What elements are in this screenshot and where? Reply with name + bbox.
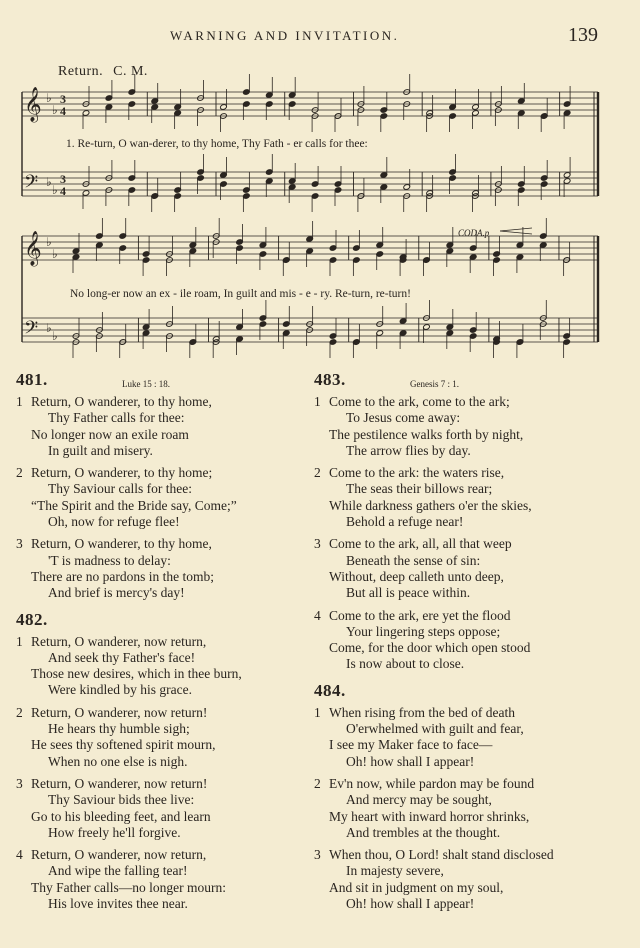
line-text: Go to his bleeding feet, and learn bbox=[31, 808, 211, 824]
stanza-line bbox=[16, 682, 306, 698]
stanza bbox=[16, 465, 306, 530]
stanza-number: 3 bbox=[16, 775, 23, 791]
stanza-line bbox=[16, 410, 306, 426]
line-text: Thy Saviour calls for thee: bbox=[48, 481, 192, 497]
line-text: When thou, O Lord! shalt stand disclosed bbox=[329, 847, 554, 863]
line-text: Return, O wanderer, now return, bbox=[31, 847, 207, 863]
tune-meter: C. M. bbox=[113, 64, 148, 79]
stanza bbox=[314, 847, 614, 912]
line-text: In guilt and misery. bbox=[48, 442, 153, 458]
stanza-number: 3 bbox=[314, 536, 321, 552]
line-text: And trembles at the thought. bbox=[346, 824, 501, 840]
stanza bbox=[314, 776, 614, 841]
flat-sign: ♭ bbox=[46, 175, 52, 189]
line-text: He sees thy softened spirit mourn, bbox=[31, 737, 216, 753]
hymn-483 bbox=[314, 394, 614, 673]
line-text: And brief is mercy's day! bbox=[48, 585, 185, 601]
stanza-line bbox=[16, 880, 306, 896]
stanza-line bbox=[16, 465, 306, 481]
stanza-number: 4 bbox=[16, 847, 23, 863]
line-text: Thy Father calls for thee: bbox=[48, 410, 185, 426]
stanza-line bbox=[314, 640, 614, 656]
stanza-line bbox=[314, 705, 614, 721]
stanza-line bbox=[314, 825, 614, 841]
stanza bbox=[16, 394, 306, 459]
line-text: He hears thy humble sigh; bbox=[48, 721, 190, 737]
hymn-484-heading bbox=[314, 680, 614, 705]
line-text: And mercy may be sought, bbox=[346, 792, 492, 808]
stanza-line bbox=[314, 754, 614, 770]
line-text: Come to the ark, come to the ark; bbox=[329, 394, 510, 409]
line-text: The pestilence walks forth by night, bbox=[329, 426, 524, 442]
stanza-line bbox=[16, 809, 306, 825]
stanza-line bbox=[314, 553, 614, 569]
flat-sign: ♭ bbox=[46, 235, 52, 249]
line-text: Without, deep calleth unto deep, bbox=[329, 568, 504, 584]
line-text: Return, O wanderer, to thy home, bbox=[31, 394, 212, 409]
stanza-number: 1 bbox=[314, 394, 321, 409]
treble-clef: 𝄞 bbox=[24, 87, 42, 122]
flat-sign: ♭ bbox=[46, 91, 52, 105]
stanza-line bbox=[16, 514, 306, 530]
stanza-line bbox=[16, 394, 306, 410]
page-title: WARNING AND INVITATION. bbox=[170, 28, 400, 43]
hymn-number: 482. bbox=[16, 609, 48, 629]
stanza-line bbox=[314, 410, 614, 426]
line-text: And wipe the falling tear! bbox=[48, 863, 188, 879]
stanza-line bbox=[16, 569, 306, 585]
hymn-number: 484. bbox=[314, 680, 346, 700]
line-text: To Jesus come away: bbox=[346, 410, 461, 426]
line-text: “The Spirit and the Bride say, Come;” bbox=[31, 497, 237, 513]
stanza-line bbox=[314, 776, 614, 792]
line-text: And sit in judgment on my soul, bbox=[329, 879, 504, 895]
stanza-number: 3 bbox=[16, 536, 23, 552]
stanza-line bbox=[314, 737, 614, 753]
score-lyrics-line-2: No long-er now an ex - ile roam, In guilt and mis - e - ry. Re-turn, re-turn! bbox=[70, 288, 411, 300]
line-text: Return, O wanderer, to thy home, bbox=[31, 536, 212, 552]
line-text: Return, O wanderer, now return! bbox=[31, 775, 208, 791]
stanza-line bbox=[16, 666, 306, 682]
line-text: And seek thy Father's face! bbox=[48, 649, 196, 665]
hymn-number: 481. bbox=[16, 370, 48, 389]
line-text: But all is peace within. bbox=[346, 585, 471, 601]
hairpin bbox=[500, 231, 532, 234]
stanza-line bbox=[314, 514, 614, 530]
stanza-line bbox=[16, 443, 306, 459]
stanza-number: 4 bbox=[314, 607, 321, 623]
scripture-ref: Luke 15 : 18. bbox=[122, 379, 170, 389]
stanza-line bbox=[314, 608, 614, 624]
hymn-481-heading bbox=[16, 372, 306, 394]
line-text: There are no pardons in the tomb; bbox=[31, 568, 214, 584]
stanza-line bbox=[16, 776, 306, 792]
line-text: Oh, now for refuge flee! bbox=[48, 514, 180, 530]
line-text: When rising from the bed of death bbox=[329, 704, 515, 720]
line-text: Oh! how shall I appear! bbox=[346, 753, 475, 769]
music-score bbox=[0, 0, 640, 360]
stanza-line bbox=[314, 465, 614, 481]
time-signature: 4 bbox=[60, 104, 66, 118]
line-text: Your lingering steps oppose; bbox=[346, 623, 501, 639]
stanza bbox=[314, 536, 614, 601]
stanza bbox=[16, 705, 306, 770]
stanza bbox=[314, 465, 614, 530]
stanza-line bbox=[16, 553, 306, 569]
stanza-line bbox=[16, 737, 306, 753]
stanza-number: 2 bbox=[16, 704, 23, 720]
time-signature: 3 bbox=[60, 92, 66, 106]
stanza-number: 1 bbox=[314, 704, 321, 720]
stanza-number: 2 bbox=[314, 465, 321, 481]
stanza-line bbox=[16, 705, 306, 721]
line-text: Ev'n now, while pardon may be found bbox=[329, 775, 535, 791]
line-text: Were kindled by his grace. bbox=[48, 682, 192, 698]
stanza-line bbox=[16, 536, 306, 552]
stanza-line bbox=[314, 792, 614, 808]
line-text: Come to the ark, ere yet the flood bbox=[329, 607, 511, 623]
line-text: Return, O wanderer, now return! bbox=[31, 704, 208, 720]
stanza-line bbox=[16, 498, 306, 514]
stanza-line bbox=[16, 792, 306, 808]
hairpin bbox=[500, 228, 532, 231]
flat-sign: ♭ bbox=[52, 329, 58, 343]
hymn-481 bbox=[16, 394, 306, 602]
line-text: In majesty severe, bbox=[346, 863, 444, 879]
stanza-line bbox=[16, 847, 306, 863]
stanza-line bbox=[314, 536, 614, 552]
stanza bbox=[314, 394, 614, 459]
flat-sign: ♭ bbox=[52, 103, 58, 117]
stanza-number: 1 bbox=[16, 633, 23, 649]
left-column bbox=[16, 372, 306, 912]
time-signature: 3 bbox=[60, 172, 66, 186]
stanza-line bbox=[314, 847, 614, 863]
stanza-line bbox=[314, 880, 614, 896]
stanza-line bbox=[16, 825, 306, 841]
line-text: My heart with inward horror shrinks, bbox=[329, 808, 530, 824]
stanza-line bbox=[314, 721, 614, 737]
line-text: The seas their billows rear; bbox=[346, 481, 493, 497]
score-lyrics-line-1: 1. Re-turn, O wan-derer, to thy home, Thy Fath - er calls for thee: bbox=[66, 138, 368, 150]
hymn-number: 483. bbox=[314, 370, 346, 389]
stanza-number: 2 bbox=[314, 775, 321, 791]
stanza-line bbox=[16, 427, 306, 443]
line-text: Come, for the door which open stood bbox=[329, 640, 531, 656]
stanza bbox=[314, 608, 614, 673]
line-text: Is now about to close. bbox=[346, 656, 465, 672]
line-text: 'T is madness to delay: bbox=[48, 552, 171, 568]
hymn-482 bbox=[16, 634, 306, 913]
line-text: No longer now an exile roam bbox=[31, 426, 189, 442]
line-text: O'erwhelmed with guilt and fear, bbox=[346, 721, 524, 737]
right-column bbox=[314, 372, 614, 912]
stanza-line bbox=[16, 650, 306, 666]
stanza-line bbox=[16, 896, 306, 912]
line-text: I see my Maker face to face— bbox=[329, 737, 493, 753]
flat-sign: ♭ bbox=[52, 247, 58, 261]
stanza bbox=[16, 634, 306, 699]
line-text: Come to the ark: the waters rise, bbox=[329, 465, 505, 481]
line-text: Return, O wanderer, now return, bbox=[31, 633, 207, 649]
stanza-line bbox=[16, 585, 306, 601]
stanza-number: 1 bbox=[16, 394, 23, 409]
stanza-line bbox=[16, 721, 306, 737]
bass-clef: 𝄢 bbox=[24, 172, 39, 197]
stanza-line bbox=[314, 863, 614, 879]
line-text: Come to the ark, all, all that weep bbox=[329, 536, 512, 552]
stanza-line bbox=[16, 634, 306, 650]
time-signature: 4 bbox=[60, 184, 66, 198]
line-text: His love invites thee near. bbox=[48, 896, 188, 912]
line-text: Thy Father calls—no longer mourn: bbox=[31, 879, 226, 895]
line-text: Oh! how shall I appear! bbox=[346, 896, 475, 912]
treble-clef: 𝄞 bbox=[24, 231, 42, 266]
stanza-line bbox=[314, 569, 614, 585]
line-text: Those new desires, which in thee burn, bbox=[31, 666, 242, 682]
tune-name: Return. bbox=[58, 64, 104, 79]
stanza-number: 2 bbox=[16, 465, 23, 481]
line-text: The arrow flies by day. bbox=[346, 442, 471, 458]
line-text: Return, O wanderer, to thy home; bbox=[31, 465, 213, 481]
line-text: Beneath the sense of sin: bbox=[346, 552, 481, 568]
coda-marking: CODA.p bbox=[458, 228, 490, 238]
stanza-line bbox=[314, 624, 614, 640]
stanza-line bbox=[16, 863, 306, 879]
stanza-line bbox=[314, 443, 614, 459]
scripture-ref: Genesis 7 : 1. bbox=[410, 379, 459, 389]
stanza-line bbox=[314, 427, 614, 443]
line-text: How freely he'll forgive. bbox=[48, 824, 181, 840]
stanza bbox=[16, 776, 306, 841]
stanza-line bbox=[314, 481, 614, 497]
hymn-483-heading bbox=[314, 372, 614, 394]
line-text: Thy Saviour bids thee live: bbox=[48, 792, 195, 808]
stanza bbox=[16, 536, 306, 601]
line-text: While darkness gathers o'er the skies, bbox=[329, 497, 532, 513]
stanza-line bbox=[314, 896, 614, 912]
stanza-line bbox=[314, 585, 614, 601]
hymn-482-heading bbox=[16, 609, 306, 634]
stanza-line bbox=[16, 754, 306, 770]
hymn-484 bbox=[314, 705, 614, 913]
stanza bbox=[16, 847, 306, 912]
stanza-line bbox=[314, 809, 614, 825]
flat-sign: ♭ bbox=[52, 183, 58, 197]
stanza bbox=[314, 705, 614, 770]
line-text: When no one else is nigh. bbox=[48, 753, 188, 769]
page-number: 139 bbox=[568, 24, 598, 46]
stanza-line bbox=[314, 498, 614, 514]
stanza-line bbox=[16, 481, 306, 497]
bass-clef: 𝄢 bbox=[24, 318, 39, 343]
flat-sign: ♭ bbox=[46, 321, 52, 335]
stanza-line bbox=[314, 656, 614, 672]
line-text: Behold a refuge near! bbox=[346, 514, 464, 530]
stanza-line bbox=[314, 394, 614, 410]
stanza-number: 3 bbox=[314, 847, 321, 863]
